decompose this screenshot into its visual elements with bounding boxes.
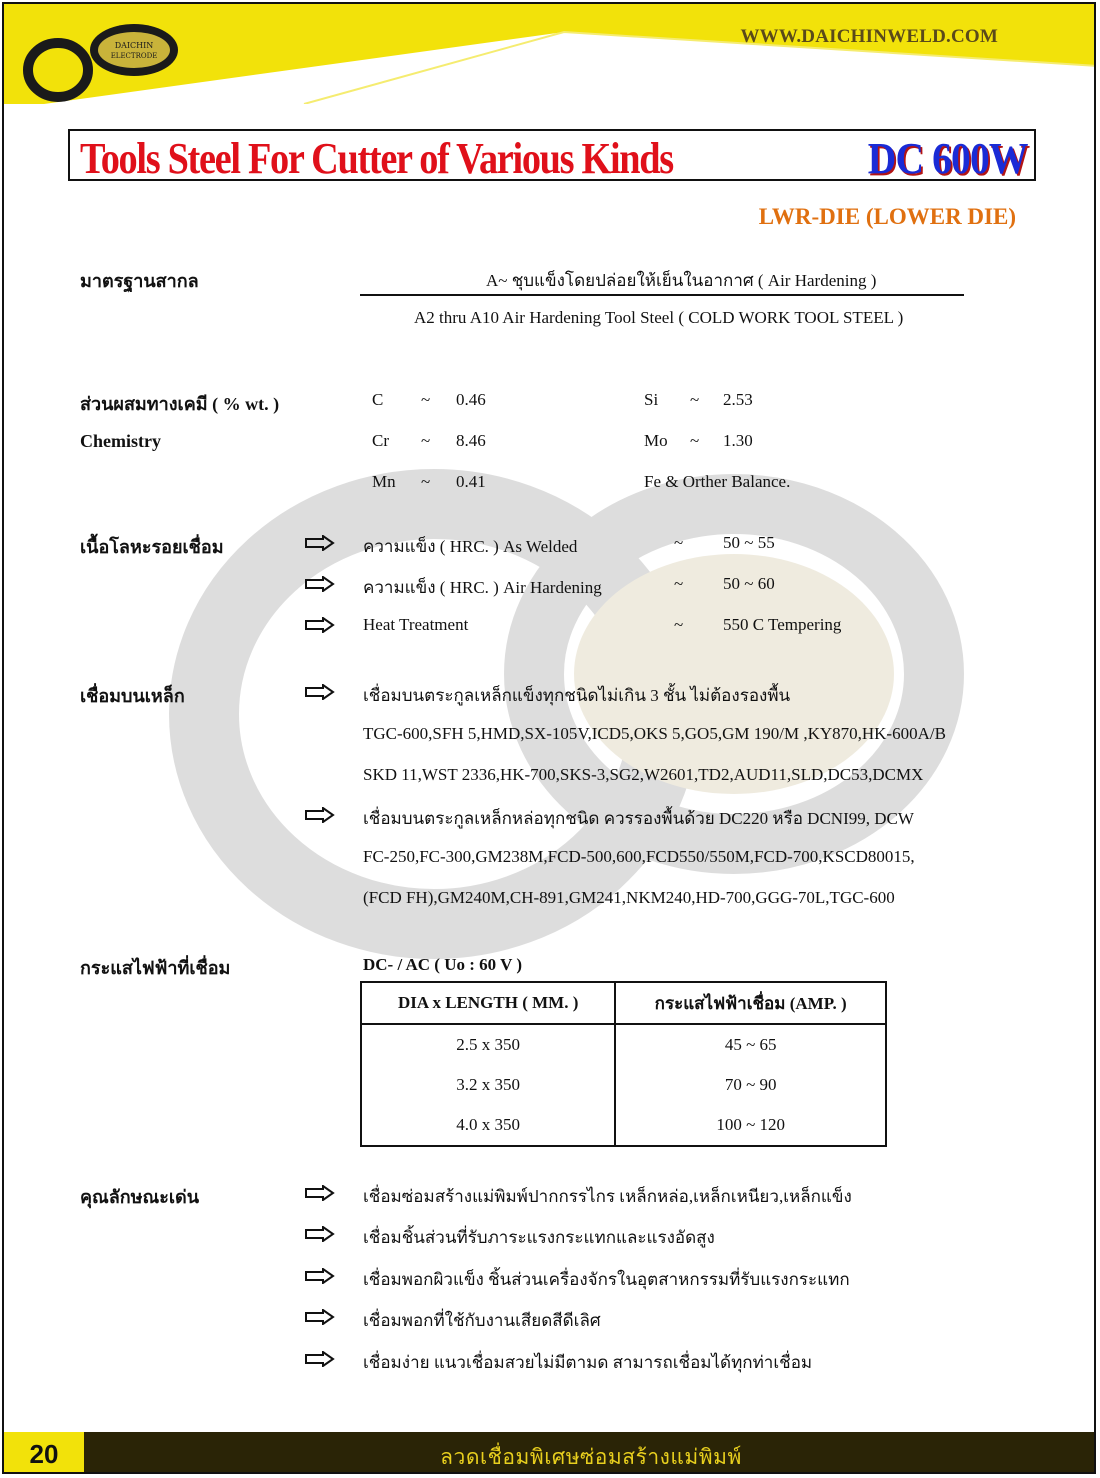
cell-amp: 45 ~ 65 bbox=[615, 1024, 886, 1065]
on-steel-item-1: เชื่อมบนตระกูลเหล็กแข็งทุกชนิดไม่เกิน 3 ชั้น ไม่ต้องรองพื้น bbox=[363, 686, 791, 705]
standard-label: มาตรฐานสากล bbox=[80, 271, 199, 291]
weld-row-3-text: Heat Treatment bbox=[363, 615, 469, 634]
arrow-icon bbox=[305, 684, 335, 700]
cell-size: 3.2 x 350 bbox=[456, 1075, 521, 1094]
feature-item: เชื่อมซ่อมสร้างแม่พิมพ์ปากกรรไกร เหล็กหล่อ,เหล็กเหนียว,เหล็กแข็ง bbox=[363, 1187, 852, 1206]
tilde: ~ bbox=[421, 390, 431, 409]
feature-item: เชื่อมชิ้นส่วนที่รับภาระแรงกระแทกและแรงอัดสูง bbox=[363, 1228, 715, 1247]
table-row bbox=[361, 1105, 886, 1146]
header-amperage: กระแสไฟฟ้าเชื่อม (AMP. ) bbox=[615, 982, 886, 1024]
element-cr: Cr bbox=[372, 431, 389, 450]
arrow-icon bbox=[305, 576, 335, 592]
on-steel-label: เชื่อมบนเหล็ก bbox=[80, 686, 185, 706]
element-si: Si bbox=[644, 390, 659, 409]
on-steel-item-1-line-2: TGC-600,SFH 5,HMD,SX-105V,ICD5,OKS 5,GO5,GM 190/M ,KY870,HK-600A/B bbox=[363, 724, 946, 743]
page-number: 20 bbox=[4, 1432, 84, 1474]
value-c: 0.46 bbox=[456, 390, 486, 409]
on-steel-item-1-line-3: SKD 11,WST 2336,HK-700,SKS-3,SG2,W2601,TD2,AUD11,SLD,DC53,DCMX bbox=[363, 765, 924, 784]
arrow-icon bbox=[305, 1268, 335, 1284]
tilde: ~ bbox=[690, 390, 700, 409]
cell-size: 2.5 x 350 bbox=[456, 1035, 521, 1054]
cell-amp: 100 ~ 120 bbox=[615, 1105, 886, 1146]
standard-line-2: A2 thru A10 Air Hardening Tool Steel ( COLD WORK TOOL STEEL ) bbox=[414, 308, 904, 327]
weld-row-2-text: ความแข็ง ( HRC. ) Air Hardening bbox=[363, 578, 602, 597]
element-mn: Mn bbox=[372, 472, 396, 491]
footer-text: ลวดเชื่อมพิเศษซ่อมสร้างแม่พิมพ์ bbox=[440, 1445, 742, 1469]
feature-item: เชื่อมพอกที่ใช้กับงานเสียดสีดีเลิศ bbox=[363, 1311, 601, 1330]
arrow-icon bbox=[305, 1309, 335, 1325]
tilde: ~ bbox=[674, 615, 684, 634]
on-steel-item-2-line-2: FC-250,FC-300,GM238M,FCD-500,600,FCD550/550M,FCD-700,KSCD80015, bbox=[363, 847, 915, 866]
cell-size: 4.0 x 350 bbox=[456, 1115, 521, 1134]
website-url: WWW.DAICHINWELD.COM bbox=[740, 26, 998, 47]
feature-item: เชื่อมพอกผิวแข็ง ชิ้นส่วนเครื่องจักรในอุตสาหกรรมที่รับแรงกระแทก bbox=[363, 1270, 850, 1289]
weld-row-2-value: 50 ~ 60 bbox=[723, 574, 775, 593]
title-main: Tools Steel For Cutter of Various Kinds bbox=[80, 134, 673, 183]
arrow-icon bbox=[305, 617, 335, 633]
cell-amp: 70 ~ 90 bbox=[615, 1065, 886, 1105]
value-si: 2.53 bbox=[723, 390, 753, 409]
table-row bbox=[361, 1024, 886, 1065]
tilde: ~ bbox=[421, 472, 431, 491]
title-box bbox=[68, 129, 1036, 181]
standard-divider bbox=[360, 294, 964, 296]
tilde: ~ bbox=[690, 431, 700, 450]
footer-bar bbox=[84, 1432, 1096, 1474]
subtitle: LWR-DIE (LOWER DIE) bbox=[758, 204, 1016, 229]
tilde: ~ bbox=[674, 574, 684, 593]
logo-text-1: DAICHIN bbox=[114, 41, 154, 50]
element-c: C bbox=[372, 390, 384, 409]
chemistry-label-en: Chemistry bbox=[80, 431, 161, 451]
arrow-icon bbox=[305, 807, 335, 823]
value-mo: 1.30 bbox=[723, 431, 753, 450]
weld-row-1-value: 50 ~ 55 bbox=[723, 533, 775, 552]
page-frame bbox=[2, 2, 1096, 1474]
balance-note: Fe & Orther Balance. bbox=[644, 472, 791, 491]
tilde: ~ bbox=[421, 431, 431, 450]
header-dia-length: DIA x LENGTH ( MM. ) bbox=[361, 982, 615, 1024]
arrow-icon bbox=[305, 1185, 335, 1201]
feature-item: เชื่อมง่าย แนวเชื่อมสวยไม่มีตามด สามารถเชื่อมได้ทุกท่าเชื่อม bbox=[363, 1353, 813, 1372]
value-cr: 8.46 bbox=[456, 431, 486, 450]
weld-row-3-value: 550 C Tempering bbox=[723, 615, 842, 634]
logo-text-2: ELECTRODE bbox=[110, 52, 158, 60]
current-label: กระแสไฟฟ้าที่เชื่อม bbox=[80, 958, 231, 978]
table-header-row bbox=[361, 982, 886, 1024]
product-code: DC 600W bbox=[868, 134, 1028, 183]
amperage-table bbox=[360, 981, 887, 1147]
arrow-icon bbox=[305, 535, 335, 551]
value-mn: 0.41 bbox=[456, 472, 486, 491]
weld-metal-label: เนื้อโลหะรอยเชื่อม bbox=[80, 537, 224, 557]
element-mo: Mo bbox=[644, 431, 668, 450]
arrow-icon bbox=[305, 1226, 335, 1242]
weld-row-1-text: ความแข็ง ( HRC. ) As Welded bbox=[363, 537, 578, 556]
arrow-icon bbox=[305, 1351, 335, 1367]
on-steel-item-2-line-3: (FCD FH),GM240M,CH-891,GM241,NKM240,HD-700,GGG-70L,TGC-600 bbox=[363, 888, 895, 907]
tilde: ~ bbox=[674, 533, 684, 552]
standard-line-1: A~ ชุบแข็งโดยปล่อยให้เย็นในอากาศ ( Air Hardening ) bbox=[486, 271, 877, 290]
features-label: คุณลักษณะเด่น bbox=[80, 1187, 200, 1207]
table-row bbox=[361, 1065, 886, 1105]
daichin-logo bbox=[22, 16, 182, 106]
current-type: DC- / AC ( Uo : 60 V ) bbox=[363, 955, 522, 974]
chemistry-label-th: ส่วนผสมทางเคมี ( % wt. ) bbox=[80, 394, 280, 414]
on-steel-item-2: เชื่อมบนตระกูลเหล็กหล่อทุกชนิด ควรรองพื้นด้วย DC220 หรือ DCNI99, DCW bbox=[363, 809, 914, 828]
